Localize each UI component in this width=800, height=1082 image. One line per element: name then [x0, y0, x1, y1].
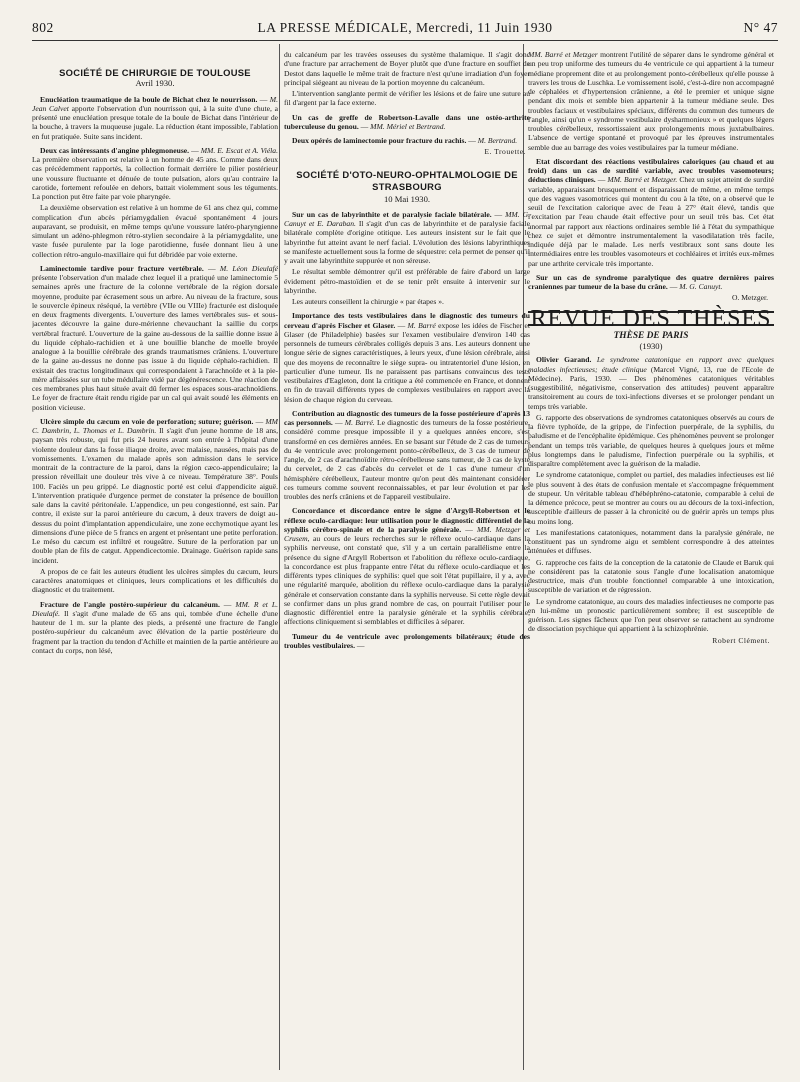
article-author: MM. Barré et Metzger.	[607, 175, 678, 185]
article-title: Contribution au diagnostic des tumeurs de la fosse postérieure d'après 13 cas personnels.	[284, 408, 530, 427]
article-text: L'intervention sanglante permit de vérifier les lésions et de faire une suture au fil d'argent par la face externe.	[284, 89, 530, 108]
header-rule	[32, 40, 778, 41]
article-author: MM C. Dambrin, L. Thomas et L. Dambrin.	[32, 416, 278, 435]
signature: Robert Clément.	[712, 635, 770, 645]
article-title: Importance des tests vestibulaires dans le diagnostic des tumeurs du cerveau d'après Fischer et Glaser.	[284, 311, 530, 330]
article-text: La deuxième observation est relative à un homme de 61 ans chez qui, comme complication d'un abcès périamygdalien évacué spontanément 4 jours auparavant, se produisit, en même temps qu'une voussure latéro-pharyngienne simulant un adéno-phlegmon rétro-stylien secondaire à la périamygdalite, une vaste fusée purulente par la loge parotidienne, fusée donnant lieu à une collection rétro-angulo-maxillaire qui fut débridée par voie externe.	[32, 203, 278, 259]
article-author: M. Jean Calvet	[32, 94, 278, 113]
article-text: A propos de ce fait les auteurs étudient les ulcères simples du cæcum, leurs caractères anatomiques et cliniques, leurs complications et les difficultés du diagnostic et du traitement.	[32, 566, 278, 595]
column-3	[528, 50, 774, 1070]
article-text: Les auteurs conseillent la chirurgie « par étapes ».	[292, 297, 444, 306]
article: Sur un cas de syndrome paralytique des quatre dernières paires craniennes par tumeur de la base du crâne. — M. G. Canuyt.	[528, 272, 774, 291]
these-heading: THÈSE DE PARIS	[613, 330, 689, 341]
section-date: 10 Mai 1930.	[383, 193, 431, 204]
article: Contribution au diagnostic des tumeurs de la fosse postérieure d'après 13 cas personnels. — M. Barré. Le diagnostic des tumeurs de la fosse postérieure, considéré comme presque impossible il y a quelques années encore, s'est transformé en ces dernières années. En se basant sur l'étude de 2 cas de tumeurs du 4e ventricule avec prolongement ponto-cérébelleux, de 3 cas de tumeur de l'angle, de 2 cas d'arachnoïdite rétro-cérébelleuse sans tumeur, de 3 cas de kyste du cervelet, de 2 cas d'abcès du cervelet et de 1 cas d'une tumeur d'un hémisphère cérébelleux, l'auteur montre qu'on peut dès maintenant considérer ces tumeurs comme souvent reconnaissables, et par leur évolution et par les troubles des nerfs crâniens et de l'appareil vestibulaire.	[284, 408, 530, 501]
article-title: Ulcère simple du cæcum en voie de perforation; suture; guérison.	[40, 416, 254, 426]
these-text: Des phénomènes catatoniques véritables (suggestibilité, négativisme, conservation des attitudes) peuvent apparaître transitoirement au cours de toxi-infections diverses et se prolonger pendant un temps très variable.	[528, 373, 774, 411]
article-author: MM. Mériel et Bertrand.	[370, 121, 446, 131]
article-text: Il s'agit d'un jeune homme de 18 ans, paysan très robuste, qui fut pris 24 heures avant son entrée à l'hôpital d'une violente douleur dans la fosse iliaque droite, avec malaise, nausées, mais pas de vomissements. L'examen du malade après son admission dans le service montrait de la contracture de la paroi, dans la région cæco-appendiculaire; la pression réveillait une douleur très vive à ce niveau. Température 38°. Pouls 100. Faciès un peu grippé. Le diagnostic porté est celui d'appendicite aiguë. L'intervention pratiquée d'urgence permet de constater la présence de bouillon sale dans la cavité péritonéale. L'appendice, un peu congestionné, est sain. Par contre, il existe sur la paroi antérieure du cæcum, à deux travers de doigt au-dessus du point d'implantation appendiculaire, une zone ecchymotique ayant les dimensions d'une pièce de 5 francs en argent et présentant une petite perforation. Le méso du cæcum est infiltré et rougeâtre. Suture de la perforation par un double plan de fils de catgut. Appendicectomie. Drainage. Guérison rapide sans incident.	[32, 426, 278, 565]
article-title: Sur un cas de syndrome paralytique des quatre dernières paires craniennes par tumeur de la base du crâne.	[528, 272, 774, 291]
article-title: Sur un cas de labyrinthite et de paralysie faciale bilatérale.	[292, 209, 492, 219]
these-title: Le syndrome catatonique en rapport avec quelques maladies infectieuses; étude clinique	[528, 355, 774, 374]
article-title: Concordance et discordance entre le signe d'Argyll-Robertson et le réflexe oculo-cardiaque: leur utilisation pour le diagnostic différentiel de la syphilis cérébro-spinale et de la paralysie générale.	[284, 506, 530, 534]
article: Fracture de l'angle postéro-supérieur du calcanéum. — MM. R et L. Dieulafé. Il s'agit d'une malade de 65 ans qui, tombée d'une échelle d'une hauteur de 1 m. sur la plante des pieds, a présenté une fracture de l'angle postéro-supérieur du calcanéum avec élévation de la partie postérieure du fragment par la traction du tendon d'Achille et maintien de la partie antérieure au contact du corps, non lésé,	[32, 599, 278, 655]
article-text: au cours de leurs recherches sur le réflexe oculo-cardiaque dans la syphilis nerveuse, ont constaté que, s'il y a un certain parallélisme entre la présence du signe d'Argyll Robertson et l'abolition du réflexe oculo-cardiaque, la concordance est plus frappante entre l'état du réflexe oculo-cardiaque et les différents types cliniques de syphilis: quel que soit l'état pupillaire, il y a, avec une régularité marquée, abolition du réflexe oculo-cardiaque dans la paralysie générale et conservation constante dans la syphilis nerveuse. Si cette règle devait se confirmer dans un plus grand nombre de cas, on pourrait l'utiliser pour le diagnostic différentiel entre la paralysie générale et la syphilis cérébrale, affections cliniquement si semblables et difficiles à séparer.	[284, 534, 530, 627]
section-title: SOCIÉTÉ D'OTO-NEURO-OPHTALMOLOGIE DE STRASBOURG	[296, 168, 518, 192]
these-text: Le syndrome catatonique, au cours des maladies infectieuses ne comporte pas en lui-même un pronostic particulièrement sombre; il est susceptible de guérison. Les signes fâcheux que l'on peut observer se rattachent au syndrome de dissociation psychique qui appartient à la schizophrénie.	[528, 596, 774, 634]
column-divider	[279, 44, 280, 1070]
these-entry: Olivier Garand. Le syndrome catatonique en rapport avec quelques maladies infectieuses; étude clinique (Marcel Vigné, 13, rue de l'Ecole de Médecine). Paris, 1930. — Des phénomènes catatoniques véritables (suggestibilité, négativisme, conservation des attitudes) peuvent apparaître transitoirement au cours de toxi-infections diverses et se prolonger pendant un temps très variable.	[528, 355, 774, 411]
article-text: Il s'agit d'une malade de 65 ans qui, tombée d'une échelle d'une hauteur de 1 m. sur la plante des pieds, a présenté une fracture de l'angle postéro-supérieur du calcanéum avec élévation de la partie postérieure du fragment par la traction du tendon d'Achille et maintien de la partie antérieure au contact du corps, non lésé,	[32, 608, 278, 655]
signature: O. Metzger.	[731, 293, 768, 303]
article: Sur un cas de labyrinthite et de paralysie faciale bilatérale. — MM. G. Canuyt et E. Daraban. Il s'agit d'un cas de labyrinthite et de paralysie faciale bilatérale complète d'origine otitique. Les auteurs insistent sur le fait que le labyrinthe fut atteint avant le nerf facial. L'évolution des lésions labyrinthiques se manifeste actuellement sous la forme de séquestre: cela permet de penser qu'il y avait une labyrinthite suppurée et non séreuse.	[284, 209, 530, 265]
article: Enucléation traumatique de la boule de Bichat chez le nourrisson. — M. Jean Calvet apporte l'observation d'un nourrisson qui, à la suite d'une chute, a présenté une enucléation presque totale de la boule de Bichat dans l'intérieur de la bouche, à travers la muqueuse jugale. La réduction étant impossible, l'ablation en fut pratiquée. Suite sans incident.	[32, 94, 278, 141]
article-text: du calcanéum par les travées osseuses du système thalamique. Il s'agit donc d'une fracture par arrachement de Boyer plutôt que d'une fracture en souffiet de Destot dans laquelle le même trait de fracture n'est qu'une irradiation d'un foyer principal siégeant au niveau de la portion moyenne du calcanéum.	[284, 50, 530, 87]
article-title: Etat discordant des réactions vestibulaires caloriques (au chaud et au froid) dans un cas de surdité variable, avec troubles vasomoteurs; déductions cliniques.	[528, 156, 774, 185]
article-author: MM. R et L. Dieulafé.	[32, 599, 278, 618]
journal-title: LA PRESSE MÉDICALE, Mercredi, 11 Juin 1930	[257, 20, 553, 35]
article: Un cas de greffe de Robertson-Lavalle dans une ostéo-arthrite tuberculeuse du genou. — MM. Mériel et Bertrand.	[284, 112, 530, 131]
article-text: présente l'observation d'un malade chez lequel il a pratiqué une laminectomie 5 semaines après une fracture de la colonne vertébrale de la région dorsale moyenne, produite par écrasement sous un arbre. Au niveau de la fracture, sous le souvercle épineux réséqué, la vertèbre (VIIe ou VIIIe) fracturée est disloquée en deux fragments divergents. L'ouverture des lames vertébrales sus- et sous-jacentes découvre la gaine dure-mérienne chevauchant la saillie du corps vertébral fracturé. L'ouverture de la gaine au-dessous de la saillie donne issue à du liquide céphalo-rachidien et à une bouillie blanche de moelle broyée analogue à la bouillie cérébrale des grands traumatismes crâniens. L'ouverture de la gaine au-dessus ne donne pas issue à du liquide céphalo-rachidien. Il existait des tractus longitudinaux qui correspondaient à l'arachnoïde et à la pie-mère affaissées sur un tube médullaire vidé par dégénérescence. Une réaction de ces membranes plus haut située avait dû fermer les espaces sous-arachnoïdiens. Le foyer de fracture était rendu rigide par un cal qui avait soudé les éléments en position vicieuse.	[32, 273, 278, 412]
these-year: (1930)	[639, 341, 663, 351]
article-author: MM. Barré et Metzger	[528, 50, 598, 59]
column-1	[32, 60, 278, 1068]
article-author: MM. Metzger et Crusem,	[284, 524, 530, 543]
article	[528, 50, 774, 152]
section-date: Avril 1930.	[135, 78, 175, 89]
these-author: Olivier Garand.	[536, 355, 592, 365]
signature: E. Trouette.	[484, 147, 526, 157]
article: Etat discordant des réactions vestibulaires caloriques (au chaud et au froid) dans un cas de surdité variable, avec troubles vasomoteurs; déductions cliniques. — MM. Barré et Metzger. Chez un sujet atteint de surdité variable, apparaissant brusquement et disparaissant de même, en même temps que des vagues vasomotrices qui montent du cou à la tête, on a observé que le seuil de l'excitation calorique avec de l'eau à 27° était élevé, tandis que l'excitation par l'eau chaude était effective pour un seuil très bas. Cet état anormal par rapport aux réactions ordinaires semble lié à l'état du sympathique chez ce sujet et démontre instrumentalement la vasodilatation très facile, indiquée déjà par le malade. Les nerfs vestibraux sont sans doute les intermédiaires entre les troubles vasomoteurs et cochléaires et irrités eux-mêmes par une arthrite cervicale très importante.	[528, 156, 774, 268]
article-text: montrent l'utilité de séparer dans le syndrome général et un peu trop uniforme des tumeurs du 4e ventricule ce qui appartient à la tumeur médiane proprement dite et au prolongement ponto-cérébelleux qu'elle pousse à travers les trous de Luschka. Le vomissement isolé, c'est-à-dire non accompagné de céphalées et d'hypertension crânienne, a été le premier et unique signe pendant dix mois et semble bien appartenir à la tumeur médiane seule. Des troubles faciaux et vestibulaires spéciaux, différents du commun des tumeurs de l'angle, ainsi qu'un « syndrome vestibulaire dysharmonieux » et quelques légers troubles cérébelleux, ressortissaient aux prolongements mous juxtabulbaires. L'absence de vertige spontané et provoqué par les épreuves instrumentales semble due au barrage des voies vestibulaires par la tumeur médiane.	[528, 50, 774, 152]
these-text: G. rapproche ces faits de la conception de la catatonie de Claude et Baruk qui ne considèrent pas la catatonie sous l'angle d'une localisation anatomique destructrice, mais d'un trouble fonctionnel comparable à une intoxication, susceptible de variation et de régression.	[528, 557, 774, 595]
article-author: MM. G. Canuyt et E. Daraban.	[284, 209, 530, 228]
article-text: Le diagnostic des tumeurs de la fosse postérieure, considéré comme presque impossible il y a quelques années encore, s'est transformé en ces dernières années. En se basant sur l'étude de 2 cas de tumeurs du 4e ventricule avec prolongement ponto-cérébelleux, de 3 cas de tumeur de l'angle, de 2 cas d'arachnoïdite rétro-cérébelleuse sans tumeur, de 3 cas de kyste du cervelet, de 2 cas d'abcès du cervelet et de 1 cas d'une tumeur d'un hémisphère cérébelleux, l'auteur montre qu'on peut dès maintenant considérer ces tumeurs comme souvent reconnaissables, et par leur évolution et par les troubles des nerfs crâniens et de l'appareil vestibulaire.	[284, 418, 530, 501]
column-2	[284, 50, 530, 1060]
these-text: G. rapporte des observations de syndromes catatoniques observés au cours de la fièvre typhoïde, de la grippe, de l'infection puerpérale, de la syphilis, du paludisme et de l'encéphalite épidémique. Ces phénomènes peuvent se prolonger pendant un temps très variable, de quelques heures à quelques jours et même plus longtemps dans le paludisme, l'infection puerpérale ou la syphilis, et disparaître complètement avec la guérison de la maladie.	[528, 412, 774, 468]
article-author: M. Barré.	[344, 418, 375, 427]
article-title: Tumeur du 4e ventricule avec prolongements bilatéraux; étude des troubles vestibulaires.	[284, 631, 530, 650]
issue-number: N° 47	[743, 20, 778, 35]
article: Importance des tests vestibulaires dans le diagnostic des tumeurs du cerveau d'après Fischer et Glaser. — M. Barré expose les idées de Fischer et Glaser (de Philadelphie) basées sur l'examen vestibulaire d'environ 140 cas personnels de tumeurs cérébrales colligés depuis 3 ans. Les auteurs donnent une longue série de signes caractéristiques, à leurs yeux, d'une lésion cérébrale, ainsi que des moyens de reconnaître le siège supra- ou intratentoriel d'une lésion, en particulier d'une tumeur. Ils ne paraissent pas partisans convaincus des tests vestibulaires d'Eagleton, dont la critique a été commencée en France, et donnent en fin de travail différents types de complexes vestibulaires en rapport avec la lésion de chaque région du cerveau.	[284, 311, 530, 404]
article-title: Deux cas intéressants d'angine phlegmoneuse.	[40, 145, 190, 155]
article-title: Deux opérés de laminectomie pour fracture du rachis.	[292, 136, 467, 145]
article-author: M. Barré	[407, 320, 436, 330]
article: Deux cas intéressants d'angine phlegmoneuse. — MM. E. Escat et A. Viéla. La première observation est relative à un homme de 45 ans. Comme dans deux cas précédemment rapportés, la collection formait derrière le pilier postérieur une voussure fluctuante et dénuée de toute pulsation, alors qu'au contraire la carotide, fortement refoulée en dehors, battait violemment sous les téguments. La ponction put être faite par voie pharyngée.	[32, 145, 278, 201]
masthead	[32, 20, 778, 40]
article-text: Chez un sujet atteint de surdité variable, apparaissant brusquement et disparaissant de même, en même temps que des vagues vasomotrices qui montent du cou à la tête, on a observé que le seuil de l'excitation calorique avec de l'eau à 27° était élevé, tandis que l'excitation par l'eau chaude était effective pour un seuil très bas. Cet état anormal par rapport aux réactions ordinaires semble lié à l'état du sympathique chez ce sujet et démontre instrumentalement la vasodilatation très facile, indiquée déjà par le malade. Les nerfs vestibraux sont sans doute les intermédiaires entre les troubles vasomoteurs et cochléaires et irrités eux-mêmes par une arthrite cervicale très importante.	[528, 175, 774, 268]
article-author: MM. E. Escat et A. Viéla.	[200, 145, 278, 155]
article: Tumeur du 4e ventricule avec prolongements bilatéraux; étude des troubles vestibulaires. —	[284, 631, 530, 650]
these-publisher: (Marcel Vigné, 13, rue de l'Ecole de Médecine). Paris, 1930.	[528, 364, 774, 383]
article: Ulcère simple du cæcum en voie de perforation; suture; guérison. — MM C. Dambrin, L. Thomas et L. Dambrin. Il s'agit d'un jeune homme de 18 ans, paysan très robuste, qui fut pris 24 heures avant son entrée à l'hôpital d'une violente douleur dans la fosse iliaque droite, avec malaise, nausées, mais pas de vomissements. L'examen du malade après son admission dans le service montrait de la contracture de la paroi, dans la région cæco-appendiculaire; la pression réveillait une douleur très vive à ce niveau. Température 38°. Pouls 100. Faciès un peu grippé. Le diagnostic porté est celui d'appendicite aiguë. L'intervention pratiquée d'urgence permet de constater la présence de bouillon sale dans la cavité péritonéale. L'appendice, un peu congestionné, est sain. Par contre, il existe sur la paroi antérieure du cæcum, à deux travers de doigt au-dessus du point d'implantation appendiculaire, une zone ecchymotique ayant les dimensions d'une pièce de 5 francs en argent et présentant une petite perforation. Le méso du cæcum est infiltré et rougeâtre. Suture de la perforation par un double plan de fils de catgut. Appendicectomie. Drainage. Guérison rapide sans incident.	[32, 416, 278, 565]
article: Deux opérés de laminectomie pour fracture du rachis. — M. Bertrand.	[292, 136, 518, 145]
section-title: SOCIÉTÉ DE CHIRURGIE DE TOULOUSE	[59, 67, 251, 78]
article-author: M. Léon Dieulafé	[219, 263, 278, 273]
article-text: Le résultat semble démontrer qu'il est préférable de faire d'abord un large évidement pétro-mastoïdien et de se tenir prêt ensuite à intervenir sur le labyrinthe.	[284, 267, 530, 295]
these-text: Les manifestations catatoniques, notamment dans la paralysie générale, ne constituent pas un syndrome aigu et semblent correspondre à des atteintes atténuées et diffuses.	[528, 527, 774, 556]
article-text: Il s'agit d'un cas de labyrinthite et de paralysie faciale bilatérale complète d'origine otitique. Les auteurs insistent sur le fait que le labyrinthe fut atteint avant le nerf facial. L'évolution des lésions labyrinthiques se manifeste actuellement sous la forme de séquestre: cela permet de penser qu'il y avait une labyrinthite suppurée et non séreuse.	[284, 219, 530, 265]
article-title: Un cas de greffe de Robertson-Lavalle dans une ostéo-arthrite tuberculeuse du genou.	[284, 112, 530, 131]
page-number: 802	[32, 20, 54, 35]
article-author: M. Bertrand.	[477, 136, 518, 145]
article: Laminectomie tardive pour fracture vertébrale. — M. Léon Dieulafé présente l'observation d'un malade chez lequel il a pratiqué une laminectomie 5 semaines après une fracture de la colonne vertébrale de la région dorsale moyenne, produite par écrasement sous un arbre. Au niveau de la fracture, sous le souvercle épineux réséqué, la vertèbre (VIIe ou VIIIe) fracturée est disloquée en deux fragments divergents. L'ouverture des lames vertébrales sus- et sous-jacentes découvre la gaine dure-mérienne chevauchant la saillie du corps vertébral fracturé. L'ouverture de la gaine au-dessous de la saillie donne issue à du liquide céphalo-rachidien et à une bouillie blanche de moelle broyée analogue à la bouillie cérébrale des grands traumatismes crâniens. L'ouverture de la gaine au-dessus ne donne pas issue à du liquide céphalo-rachidien. Il existait des tractus longitudinaux qui correspondaient à l'arachnoïde et à la pie-mère affaissées sur un tube médullaire vidé par dégénérescence. Une réaction de ces membranes plus haut située avait dû fermer les espaces sous-arachnoïdiens. Le foyer de fracture était rendu rigide par un cal qui avait soudé les éléments en position vicieuse.	[32, 263, 278, 412]
article-text: expose les idées de Fischer et Glaser (de Philadelphie) basées sur l'examen vestibulaire d'environ 140 cas personnels de tumeurs cérébrales colligés depuis 3 ans. Les auteurs donnent une longue série de signes caractéristiques, à leurs yeux, d'une lésion cérébrale, ainsi que des moyens de reconnaître le siège supra- ou intratentoriel d'une lésion, en particulier d'une tumeur. Ils ne paraissent pas partisans convaincus des tests vestibulaires d'Eagleton, dont la critique a été commencée en France, et donnent en fin de travail différents types de complexes vestibulaires en rapport avec la lésion de chaque région du cerveau.	[284, 320, 530, 404]
article-text: La première observation est relative à un homme de 45 ans. Comme dans deux cas précédemment rapportés, la collection formait derrière le pilier postérieur une voussure fluctuante et dénuée de toute pulsation, alors qu'au contraire la carotide, fortement refoulée en dehors, battait violemment sous les téguments. La ponction put être faite par voie pharyngée.	[32, 155, 278, 201]
article-title: Laminectomie tardive pour fracture vertébrale.	[40, 263, 204, 273]
article-text: apporte l'observation d'un nourrisson qui, à la suite d'une chute, a présenté une enucléation presque totale de la boule de Bichat dans l'intérieur de la bouche, à travers la muqueuse jugale. La réduction étant impossible, l'ablation en fut pratiquée. Suite sans incident.	[32, 103, 278, 141]
article-title: Fracture de l'angle postéro-supérieur du calcanéum.	[40, 599, 220, 609]
article-title: Enucléation traumatique de la boule de Bichat chez le nourrisson.	[40, 94, 258, 104]
these-text: Le syndrome catatonique, complet ou partiel, des maladies infectieuses est lié le plus souvent à des états de confusion mentale et s'accompagne fréquemment de stupeur. Un véritable tableau d'hébéphréno-catatonie, comparable à celui de la démence précoce, peut se montrer au cours ou au décours de la toxi-infection, susceptible d'ailleurs de passer à la chronicité ou de guérir après un temps plus ou moins long.	[528, 470, 774, 526]
article-author: M. G. Canuyt.	[679, 282, 723, 291]
article: Concordance et discordance entre le signe d'Argyll-Robertson et le réflexe oculo-cardiaque: leur utilisation pour le diagnostic différentiel de la syphilis cérébro-spinale et de la paralysie générale. — MM. Metzger et Crusem, au cours de leurs recherches sur le réflexe oculo-cardiaque dans la syphilis nerveuse, ont constaté que, s'il y a un certain parallélisme entre la présence du signe d'Argyll Robertson et l'abolition du réflexe oculo-cardiaque, la concordance est plus frappante entre l'état du réflexe oculo-cardiaque et les différents types cliniques de syphilis: quel que soit l'état pupillaire, il y a, avec une régularité marquée, abolition du réflexe oculo-cardiaque dans la paralysie générale et conservation constante dans la syphilis nerveuse. Si cette règle devait se confirmer dans un plus grand nombre de cas, on pourrait l'utiliser pour le diagnostic différentiel entre la paralysie générale et la syphilis cérébrale, affections cliniquement si semblables et difficiles à séparer.	[284, 506, 530, 627]
revue-des-theses-title: REVUE DES THÈSES	[528, 311, 774, 326]
